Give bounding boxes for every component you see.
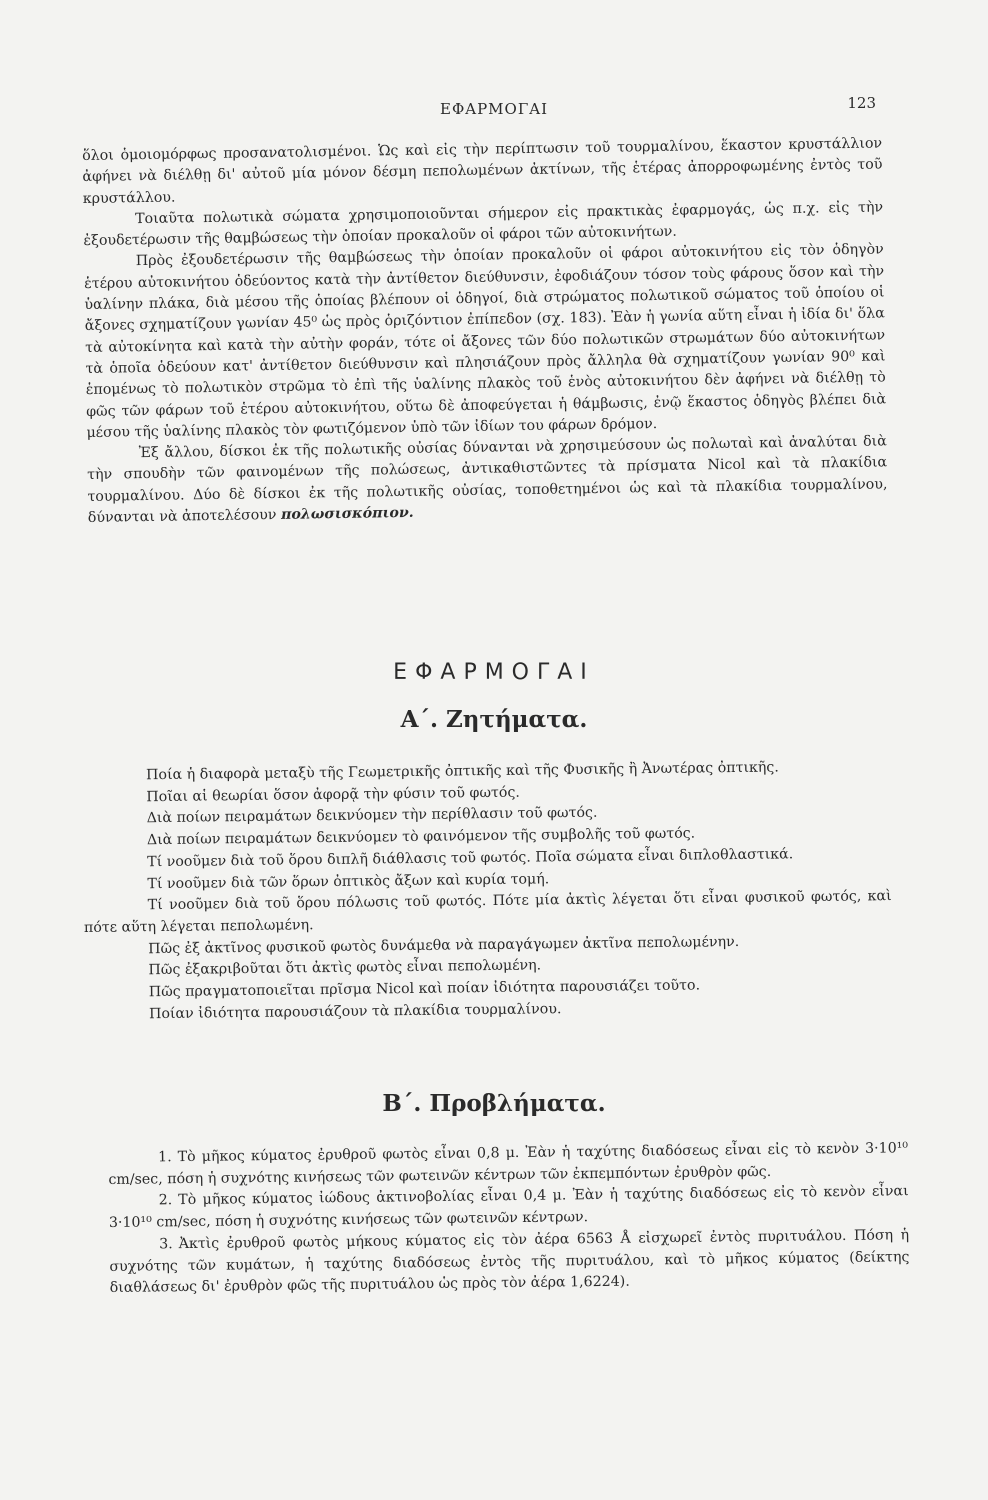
question-item: Πῶς ἐξ ἀκτῖνος φυσικοῦ φωτὸς δυνάμεθα νὰ παραγάγωμεν ἀκτῖνα πεπολωμένην.: [148, 933, 740, 957]
question-item: Ποία ἡ διαφορὰ μεταξὺ τῆς Γεωμετρικῆς ὀπτικῆς καὶ τῆς Φυσικῆς ἢ Ἀνωτέρας ὀπτικῆς.: [146, 759, 779, 784]
body-paragraph: ὅλοι ὁμοιομόρφως προσανατολισμένοι. Ὡς καὶ εἰς τὴν περίπτωσιν τοῦ τουρμαλίνου, ἕκαστον κρυστάλλιον ἀφήνει νὰ διέλθῃ δι' αὐτοῦ μία μόνον δέσμη πεπολωμένων ἀκτίνων, τῆς ἑτέρας ἀπορροφωμένης ἐντὸς τοῦ κρυστάλλου.: [82, 135, 883, 207]
question-item: Πῶς ἐξακριβοῦται ὅτι ἀκτὶς φωτὸς εἶναι πεπολωμένη.: [148, 957, 542, 979]
problem-number: 2.: [158, 1192, 173, 1209]
body-paragraph: Τοιαῦτα πολωτικὰ σώματα χρησιμοποιοῦνται σήμερον εἰς πρακτικὰς ἐφαρμογάς, ὡς π.χ. εἰς τὴν ἐξουδετέρωσιν τῆς θαμβώσεως τὴν ὁποίαν προκαλοῦν οἱ φάροι τῶν αὐτοκινήτων.: [83, 199, 884, 250]
questions-list: [82, 756, 893, 1026]
section-title: ΕΦΑΡΜΟΓΑΙ: [393, 660, 595, 685]
problem-number: 3.: [159, 1236, 173, 1253]
problem-text: Τὸ μῆκος κύματος ἐρυθροῦ φωτὸς εἶναι 0,8 μ. Ἐὰν ἡ ταχύτης διαδόσεως εἶναι εἰς τὸ κενὸν 3·10¹⁰ cm/sec, πόση ἡ συχνότης κινήσεως τῶν φωτεινῶν κέντρων τῶν ἐκπεμπόντων ἐρυθρὸν φῶς.: [108, 1140, 909, 1188]
question-item: Τί νοοῦμεν διὰ τῶν ὅρων ὀπτικὸς ἄξων καὶ κυρία τομή.: [147, 870, 550, 892]
problems-list: [108, 1138, 910, 1300]
body-paragraph: [87, 432, 888, 530]
body-paragraph: Πρὸς ἐξουδετέρωσιν τῆς θαμβώσεως τὴν ὁποίαν προκαλοῦν οἱ φάροι αὐτοκινήτου εἰς τὸν ὁδηγὸν ἑτέρου αὐτοκινήτου ὁδεύοντος κατὰ τὴν ἀντίθετον διεύθυνσιν, ἐφοδιάζουν τόσον τοὺς φάρους ὅσον καὶ τὴν ὑαλίνην πλάκα, διὰ μέσου τῆς ὁποίας βλέπουν οἱ ὁδηγοί, διὰ στρώματος πολωτικοῦ σώματος τοῦ ὁποίου οἱ ἄξονες σχηματίζουν γωνίαν 45⁰ ὡς πρὸς ὁριζόντιον ἐπίπεδον (σχ. 183). Ἐὰν ἡ γωνία αὕτη εἶναι ἡ ἰδία δι' ὅλα τὰ αὐτοκίνητα καὶ κατὰ τὴν αὐτὴν φοράν, τότε οἱ ἄξονες τῶν δύο πολωτικῶν στρωμάτων δύο αὐτοκινήτων τὰ ὁποῖα ὁδεύουν κατ' ἀντίθετον διεύθυνσιν καὶ πλησιάζουν πρὸς ἄλληλα θὰ σχηματίζουν γωνίαν 90⁰ καὶ ἑπομένως τὸ πολωτικὸν στρῶμα τὸ ἐπὶ τῆς ὑαλίνης πλακὸς τοῦ ἑνὸς αὐτοκινήτου δὲν ἀφήνει νὰ διέλθῃ τὸ φῶς τῶν φάρων τοῦ ἑτέρου αὐτοκινήτου, οὕτω δὲ ἀποφεύγεται ἡ θάμβωσις, ἐνῷ ἕκαστος ὁδηγὸς βλέπει διὰ μέσου τῆς ὑαλίνης πλακὸς τὸν φωτιζόμενον ὑπὸ τῶν ἰδίων του φάρων δρόμον.: [84, 241, 887, 441]
question-item: Τί νοοῦμεν διὰ τοῦ ὅρου διπλῆ διάθλασις τοῦ φωτός. Ποῖα σώματα εἶναι διπλοθλαστικά.: [147, 846, 794, 871]
question-item: Διὰ ποίων πειραμάτων δεικνύομεν τὴν περίθλασιν τοῦ φωτός.: [146, 805, 598, 827]
term-polarizer: πολωσισκόπιον.: [280, 504, 414, 523]
body-paragraph-text: Ἐξ ἄλλου, δίσκοι ἐκ τῆς πολωτικῆς οὐσίας δύνανται νὰ χρησιμεύσουν ὡς πολωταὶ καὶ ἀναλύται διὰ τὴν σπουδὴν τῶν φαινομένων τῆς πολώσεως, ἀντικαθιστῶντες τὰ πρίσματα Nicol καὶ τὰ πλακίδια τουρμαλίνου. Δύο δὲ δίσκοι ἐκ τῆς πολωτικῆς οὐσίας, τοποθετημένοι ὡς καὶ τὰ πλακίδια τουρμαλίνου, δύνανται νὰ ἀποτελέσουν: [87, 433, 888, 526]
question-item: Ποῖαι αἱ θεωρίαι ὅσον ἀφορᾷ τὴν φύσιν τοῦ φωτός.: [146, 784, 520, 805]
running-header: ΕΦΑΡΜΟΓΑΙ: [440, 100, 548, 118]
question-item: Πῶς πραγματοποιεῖται πρῖσμα Nicol καὶ ποίαν ἰδιότητα παρουσιάζει τοῦτο.: [148, 977, 701, 1001]
body-text: [82, 133, 888, 529]
problem-item: [109, 1225, 910, 1300]
problem-number: 1.: [158, 1149, 172, 1166]
question-item: Ποίαν ἰδιότητα παρουσιάζουν τὰ πλακίδια τουρμαλίνου.: [148, 1000, 562, 1022]
subsection-questions-title: Α΄. Ζητήματα.: [400, 706, 588, 733]
question-item: Τί νοοῦμεν διὰ τοῦ ὅρου πόλωσις τοῦ φωτός. Πότε μία ἀκτὶς λέγεται ὅτι εἶναι φυσικοῦ φωτός, καὶ πότε αὕτη λέγεται πεπολωμένη.: [83, 888, 892, 936]
subsection-problems-title: Β΄. Προβλήματα.: [382, 1090, 606, 1117]
question-item: Διὰ ποίων πειραμάτων δεικνύομεν τὸ φαινόμενον τῆς συμβολῆς τοῦ φωτός.: [146, 825, 696, 849]
page-number: 123: [847, 94, 876, 112]
problem-text: Ἀκτὶς ἐρυθροῦ φωτὸς μήκους κύματος εἰς τὸν ἀέρα 6563 Å εἰσχωρεῖ ἐντὸς πυριτυάλου. Πόση ἡ συχνότης τῶν κυμάτων, ἡ ταχύτης διαδόσεως ἐντὸς τῆς πυριτυάλου, καὶ τὸ μῆκος κύματος (δείκτης διαθλάσεως δι' ἐρυθρὸν φῶς τῆς πυριτυάλου ὡς πρὸς τὸν ἀέρα 1,6224).: [109, 1227, 910, 1297]
problem-text: Τὸ μῆκος κύματος ἰώδους ἀκτινοβολίας εἶναι 0,4 μ. Ἐὰν ἡ ταχύτης διαδόσεως εἰς τὸ κενὸν εἶναι 3·10¹⁰ cm/sec, πόση ἡ συχνότης κινήσεως τῶν φωτεινῶν κέντρων.: [108, 1183, 909, 1232]
